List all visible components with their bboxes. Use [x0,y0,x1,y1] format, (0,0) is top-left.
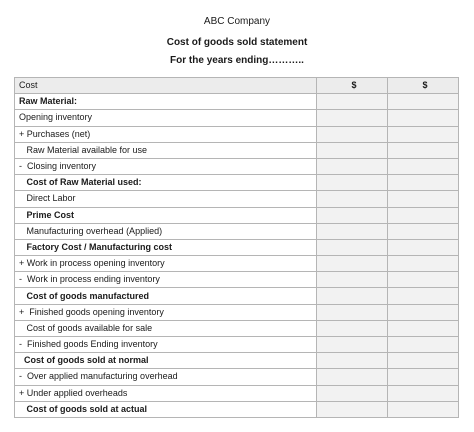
amount-cell-2[interactable] [388,223,459,239]
row-label: + Work in process opening inventory [15,256,317,272]
table-row [15,239,459,255]
row-label: Prime Cost [15,207,317,223]
table-row [15,288,459,304]
table-row [15,223,459,239]
amount-cell-2[interactable] [388,142,459,158]
amount-cell-1[interactable] [317,288,388,304]
row-label: - Over applied manufacturing overhead [15,369,317,385]
header-cost-label: Cost [15,78,317,94]
row-label: - Closing inventory [15,158,317,174]
table-row [15,158,459,174]
row-label: Cost of Raw Material used: [15,175,317,191]
header-amount-column-1: $ [317,78,388,94]
amount-cell-2[interactable] [388,353,459,369]
row-label: - Work in process ending inventory [15,272,317,288]
amount-cell-2[interactable] [388,401,459,417]
amount-cell-1[interactable] [317,158,388,174]
amount-cell-1[interactable] [317,337,388,353]
amount-cell-2[interactable] [388,191,459,207]
amount-cell-1[interactable] [317,369,388,385]
table-row [15,385,459,401]
row-label: Opening inventory [15,110,317,126]
amount-cell-2[interactable] [388,320,459,336]
table-row [15,191,459,207]
table-row [15,110,459,126]
amount-cell-2[interactable] [388,158,459,174]
row-label: Cost of goods manufactured [15,288,317,304]
amount-cell-1[interactable] [317,223,388,239]
amount-cell-1[interactable] [317,110,388,126]
row-label: Direct Labor [15,191,317,207]
statement-period: For the years ending……….. [170,55,304,66]
statement-title: Cost of goods sold statement [166,37,308,48]
table-row [15,175,459,191]
amount-cell-2[interactable] [388,239,459,255]
amount-cell-2[interactable] [388,94,459,110]
row-label: Cost of goods sold at actual [15,401,317,417]
amount-cell-2[interactable] [388,207,459,223]
row-label: + Finished goods opening inventory [15,304,317,320]
amount-cell-2[interactable] [388,304,459,320]
cogs-statement-table [14,77,459,418]
table-row [15,126,459,142]
amount-cell-2[interactable] [388,369,459,385]
table-row [15,320,459,336]
amount-cell-1[interactable] [317,304,388,320]
amount-cell-2[interactable] [388,337,459,353]
row-label: Raw Material available for use [15,142,317,158]
company-name: ABC Company [203,16,271,27]
amount-cell-1[interactable] [317,385,388,401]
amount-cell-1[interactable] [317,207,388,223]
amount-cell-2[interactable] [388,385,459,401]
table-row [15,337,459,353]
amount-cell-2[interactable] [388,272,459,288]
amount-cell-1[interactable] [317,256,388,272]
table-row [15,207,459,223]
row-label: + Purchases (net) [15,126,317,142]
amount-cell-1[interactable] [317,272,388,288]
amount-cell-2[interactable] [388,175,459,191]
row-label: Cost of goods sold at normal [15,353,317,369]
table-row [15,272,459,288]
header-amount-column-2: $ [388,78,459,94]
table-row [15,353,459,369]
table-row [15,369,459,385]
table-row [15,142,459,158]
table-header-row [15,78,459,94]
amount-cell-1[interactable] [317,401,388,417]
row-label: Raw Material: [15,94,317,110]
amount-cell-1[interactable] [317,353,388,369]
amount-cell-1[interactable] [317,94,388,110]
row-label: Manufacturing overhead (Applied) [15,223,317,239]
table-row [15,94,459,110]
row-label: Factory Cost / Manufacturing cost [15,239,317,255]
table-row [15,256,459,272]
amount-cell-1[interactable] [317,239,388,255]
row-label: Cost of goods available for sale [15,320,317,336]
amount-cell-1[interactable] [317,320,388,336]
amount-cell-1[interactable] [317,175,388,191]
amount-cell-1[interactable] [317,142,388,158]
amount-cell-1[interactable] [317,191,388,207]
row-label: - Finished goods Ending inventory [15,337,317,353]
row-label: + Under applied overheads [15,385,317,401]
amount-cell-1[interactable] [317,126,388,142]
table-row [15,304,459,320]
amount-cell-2[interactable] [388,126,459,142]
amount-cell-2[interactable] [388,288,459,304]
table-row [15,401,459,417]
amount-cell-2[interactable] [388,110,459,126]
amount-cell-2[interactable] [388,256,459,272]
